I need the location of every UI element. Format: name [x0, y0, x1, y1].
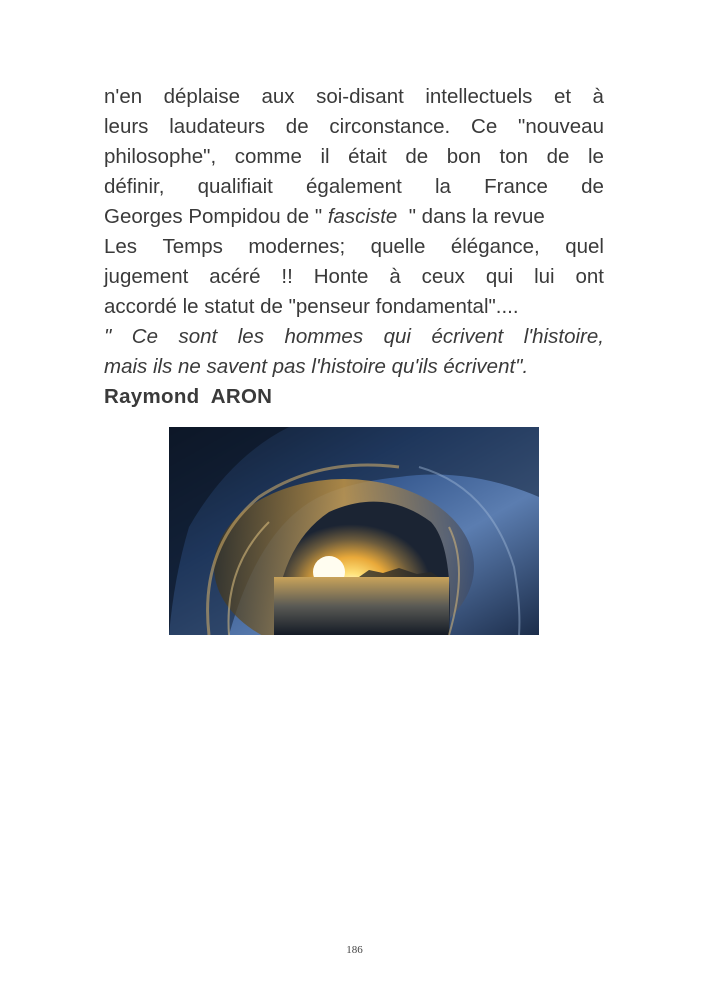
word: élégance, — [450, 235, 540, 258]
word: !! — [281, 265, 293, 288]
body-text — [104, 82, 604, 412]
word: Honte — [313, 265, 369, 288]
quote-author — [104, 382, 604, 412]
word: quel — [565, 235, 604, 258]
word: ton — [499, 145, 529, 168]
text-line-1 — [104, 82, 604, 112]
text-line-6 — [104, 232, 604, 262]
word: qui — [485, 265, 514, 288]
word: " — [104, 325, 112, 348]
word: de — [405, 145, 429, 168]
text-line-8-text: accordé le statut de "penseur fondamental".... — [104, 295, 519, 318]
word: intellectuels — [425, 85, 533, 108]
word: définir, — [104, 175, 165, 198]
text-line-5-italic: fasciste — [327, 205, 398, 228]
word: sont — [178, 325, 218, 348]
sea — [274, 577, 449, 635]
wave-photo — [169, 427, 539, 635]
word: Temps — [162, 235, 223, 258]
word: acéré — [209, 265, 261, 288]
word: quelle — [370, 235, 426, 258]
word: France — [484, 175, 548, 198]
word: qui — [383, 325, 411, 348]
word: Ce — [131, 325, 158, 348]
word: le — [587, 145, 604, 168]
text-line-2 — [104, 112, 604, 142]
text-line-5-a: Georges Pompidou de " — [104, 205, 328, 228]
word: la — [434, 175, 451, 198]
word: leurs — [104, 115, 149, 138]
word: ceux — [421, 265, 465, 288]
word: hommes — [284, 325, 364, 348]
word: de — [546, 145, 570, 168]
word: circonstance. — [329, 115, 451, 138]
word: écrivent — [431, 325, 504, 348]
word: aux — [261, 85, 295, 108]
word: à — [389, 265, 401, 288]
word: les — [237, 325, 264, 348]
word: soi-disant — [316, 85, 404, 108]
word: philosophe", — [104, 145, 217, 168]
word: lui — [534, 265, 555, 288]
word: ont — [575, 265, 604, 288]
quote-line-2-text: mais ils ne savent pas l'histoire qu'ils écrivent". — [104, 355, 529, 378]
word: l'histoire, — [523, 325, 604, 348]
word: n'en — [104, 85, 143, 108]
text-line-5 — [104, 202, 604, 232]
text-line-8 — [104, 292, 604, 322]
word: Ce — [471, 115, 498, 138]
quote-author-text: Raymond ARON — [104, 385, 273, 408]
word: Les — [104, 235, 138, 258]
quote-line-2 — [104, 352, 604, 382]
word: de — [581, 175, 604, 198]
word: et — [553, 85, 572, 108]
quote-line-1 — [104, 322, 604, 352]
word: déplaise — [163, 85, 240, 108]
word: comme — [234, 145, 302, 168]
page-number: 186 — [346, 944, 363, 956]
word: il — [320, 145, 330, 168]
word: qualifiait — [197, 175, 273, 198]
word: modernes; — [248, 235, 346, 258]
text-line-3 — [104, 142, 604, 172]
word: également — [306, 175, 402, 198]
word: "nouveau — [518, 115, 604, 138]
word: à — [592, 85, 604, 108]
word: était — [348, 145, 387, 168]
text-line-7 — [104, 262, 604, 292]
text-line-5-c: " dans la revue — [397, 205, 545, 228]
word: de — [285, 115, 309, 138]
text-line-4 — [104, 172, 604, 202]
word: jugement — [104, 265, 189, 288]
word: bon — [446, 145, 481, 168]
word: laudateurs — [169, 115, 265, 138]
